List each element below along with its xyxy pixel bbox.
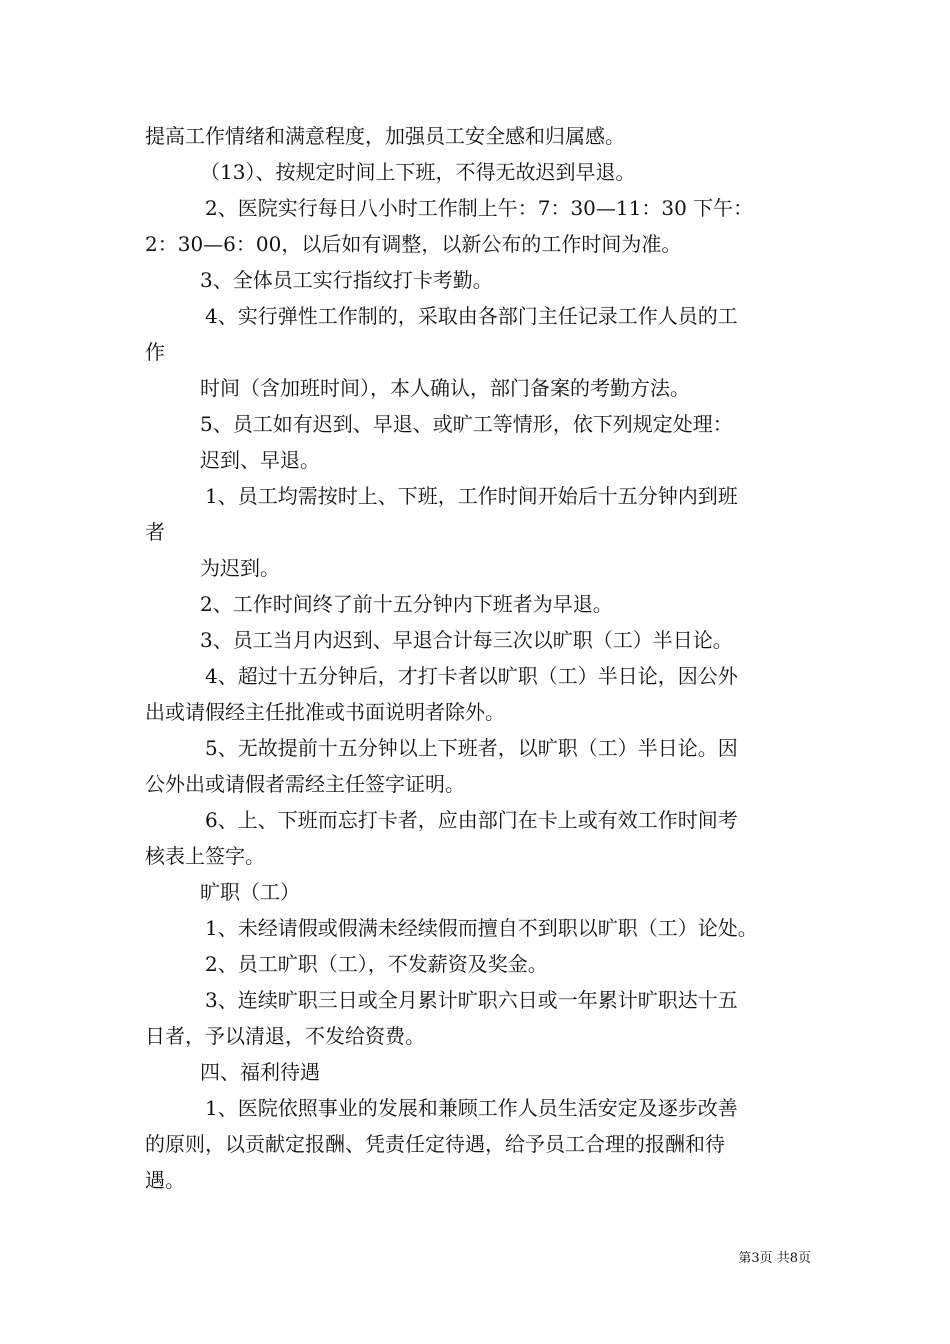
text-line: 者 [145,520,165,544]
text-line: 为迟到。 [200,556,280,580]
text-line: 4、实行弹性工作制的，采取由各部门主任记录工作人员的工 [205,304,738,328]
text-line: 时间（含加班时间），本人确认，部门备案的考勤方法。 [200,376,690,400]
text-line: 公外出或请假者需经主任签字证明。 [145,772,465,796]
text-line: 4、超过十五分钟后，才打卡者以旷职（工）半日论，因公外 [205,664,738,688]
text-line: （13）、按规定时间上下班，不得无故迟到早退。 [200,160,636,184]
text-line: 遇。 [145,1168,185,1192]
section-heading: 旷职（工） [200,880,300,904]
text-line: 出或请假经主任批准或书面说明者除外。 [145,700,505,724]
text-line: 2、医院实行每日八小时工作制上午：7：30—11：30 下午： [205,196,754,220]
text-line: 3、连续旷职三日或全月累计旷职六日或一年累计旷职达十五 [205,988,738,1012]
text-line: 提高工作情绪和满意程度，加强员工安全感和归属感。 [145,124,625,148]
text-line: 6、上、下班而忘打卡者，应由部门在卡上或有效工作时间考 [205,808,738,832]
text-line: 2、工作时间终了前十五分钟内下班者为早退。 [200,592,613,616]
text-line: 1、未经请假或假满未经续假而擅自不到职以旷职（工）论处。 [205,916,758,940]
text-line: 2：30—6：00，以后如有调整，以新公布的工作时间为准。 [145,232,682,256]
text-line: 核表上签字。 [145,844,265,868]
text-line: 2、员工旷职（工），不发薪资及奖金。 [205,952,548,976]
text-line: 3、全体员工实行指纹打卡考勤。 [200,268,493,292]
text-line: 5、无故提前十五分钟以上下班者，以旷职（工）半日论。因 [205,736,738,760]
text-line: 迟到、早退。 [200,448,320,472]
document-body [145,118,810,1198]
text-line: 1、医院依照事业的发展和兼顾工作人员生活安定及逐步改善 [205,1096,738,1120]
page-number-footer: 第3页 共8页 [738,1251,811,1266]
text-line: 1、员工均需按时上、下班，工作时间开始后十五分钟内到班 [205,484,738,508]
text-line: 3、员工当月内迟到、早退合计每三次以旷职（工）半日论。 [200,628,733,652]
text-line: 5、员工如有迟到、早退、或旷工等情形，依下列规定处理： [200,412,733,436]
section-heading: 四、福利待遇 [200,1060,320,1084]
text-line: 作 [145,340,165,364]
text-line: 的原则，以贡献定报酬、凭责任定待遇，给予员工合理的报酬和待 [145,1132,725,1156]
text-line: 日者，予以清退，不发给资费。 [145,1024,425,1048]
